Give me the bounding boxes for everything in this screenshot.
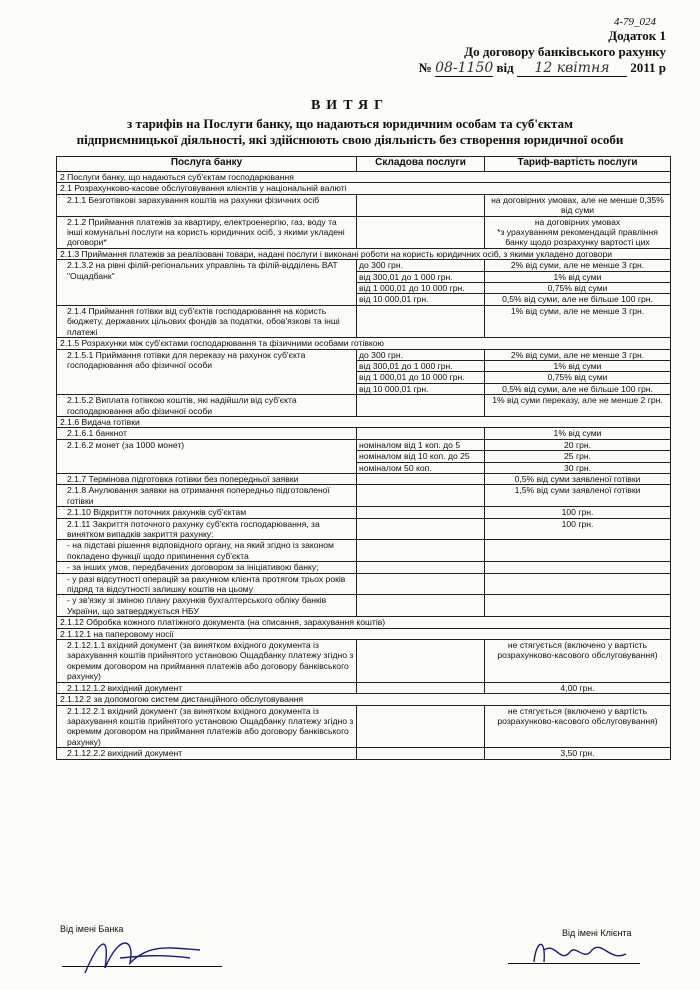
tariff-value: 3,50 грн.	[560, 748, 595, 759]
table-row	[57, 473, 671, 484]
table-row	[57, 416, 671, 427]
tariff-cell: 1% від суми	[485, 360, 671, 371]
service-cell: 2.1.12.2.1 вхідний документ (за винятком вхідного документа із зарахування коштів прийнятого установою Ощадбанку платежу згідно з окремим договором на приймання платежів або договору банківського рахунку)	[57, 705, 357, 748]
table-row	[57, 562, 671, 573]
section-cell: 2.1.5 Розрахунки між суб'єктами господарювання та фізичними особами готівкою	[57, 338, 671, 349]
table-row	[57, 507, 671, 518]
tariff-cell	[485, 705, 671, 748]
service-cell: - у зв'язку зі зміною плану рахунків бухгалтерського обліку банків України, що затверджується НБУ	[57, 595, 357, 617]
tariff-cell: 0,75% від суми	[485, 372, 671, 383]
service-cell: 2.1.8 Анулювання заявки на отримання попередньо підготовленої готівки	[57, 485, 357, 507]
service-cell: 2.1.1 Безготівкові зарахування коштів на рахунки фізичних осіб	[57, 194, 357, 216]
col-header-tariff: Тариф-вартість послуги	[485, 157, 671, 172]
component-cell	[357, 485, 485, 507]
service-cell: 2.1.10 Відкриття поточних рахунків суб'єктам	[57, 507, 357, 518]
table-row	[57, 595, 671, 617]
tariff-cell	[485, 473, 671, 484]
table-row	[57, 248, 671, 259]
contract-number: 08-1150	[435, 60, 494, 76]
component-cell	[357, 640, 485, 683]
tariff-cell	[485, 507, 671, 518]
component-cell	[357, 748, 485, 759]
section-cell: 2.1 Розрахунково-касове обслуговування клієнтів у національній валюті	[57, 183, 671, 194]
section-cell: 2.1.3 Приймання платежів за реалізовані товари, надані послуги і виконані роботи на користь юридичних осіб, з якими укладено договори	[57, 248, 671, 259]
component-cell	[357, 682, 485, 693]
service-cell: 2.1.11 Закриття поточного рахунку суб'єкта господарювання, за винятком випадків закриття рахунку:	[57, 518, 357, 540]
table-row	[57, 518, 671, 540]
table-row	[57, 216, 671, 248]
tariff-cell	[485, 540, 671, 562]
tariff-cell	[485, 194, 671, 216]
client-signature-label: Від імені Клієнта	[562, 928, 632, 938]
document-subtitle-2: підприємницької діяльності, які здійснюють свою діяльність без створення юридичної особи	[76, 132, 624, 147]
table-row	[57, 338, 671, 349]
table-row	[57, 428, 671, 439]
section-cell: 2.1.6 Видача готівки	[57, 416, 671, 427]
table-row	[57, 349, 671, 360]
tariffs-table-body	[57, 172, 671, 760]
component-cell: від 300,01 до 1 000 грн.	[357, 360, 485, 371]
component-cell	[357, 540, 485, 562]
tariff-cell	[485, 216, 671, 248]
contract-date: 12 квітня	[517, 60, 627, 77]
section-cell: 2.1.12 Обробка кожного платіжного документа (на списання, зарахування коштів)	[57, 617, 671, 628]
tariff-cell: 2% від суми, але не менше 3 грн.	[485, 349, 671, 360]
tariff-cell	[485, 395, 671, 417]
table-row	[57, 172, 671, 183]
tariff-cell	[485, 595, 671, 617]
document-number: 4-79_024	[613, 16, 656, 28]
table-row	[57, 395, 671, 417]
tariff-cell	[485, 485, 671, 507]
table-row	[57, 748, 671, 759]
component-cell: від 300,01 до 1 000 грн.	[357, 271, 485, 282]
tariff-value: не стягується (включено у вартість розрахунково-касового обслуговування)	[497, 705, 658, 726]
service-cell: - на підставі рішення відповідного органу, на який згідно із законом покладено функції щодо припинення суб'єкта	[57, 540, 357, 562]
service-cell: 2.1.12.1.1 вхідний документ (за винятком вхідного документа із зарахування коштів прийнятого установою Ощадбанку платежу згідно з окремим договором на приймання платежів або договору банківського рахунку)	[57, 640, 357, 683]
table-row	[57, 485, 671, 507]
table-row	[57, 640, 671, 683]
component-cell	[357, 573, 485, 595]
component-cell	[357, 194, 485, 216]
table-row	[57, 260, 671, 271]
tariff-note: *з урахуванням рекомендацій правління банку щодо розрахунку вартості цих	[497, 227, 658, 248]
component-cell: номіналом від 1 коп. до 5	[357, 439, 485, 450]
from-word: від	[496, 60, 514, 75]
service-cell: 2.1.5.2 Виплата готівкою коштів, які надійшли від суб'єкта господарювання або фізичної особи	[57, 395, 357, 417]
component-cell	[357, 595, 485, 617]
col-header-service: Послуга банку	[57, 157, 357, 172]
table-row	[57, 540, 671, 562]
component-cell: від 10 000,01 грн.	[357, 294, 485, 305]
tariff-cell: 0,75% від суми	[485, 283, 671, 294]
tariff-cell: 25 грн.	[485, 451, 671, 462]
table-row	[57, 694, 671, 705]
table-row	[57, 305, 671, 337]
component-cell: до 300 грн.	[357, 349, 485, 360]
tariff-cell	[485, 640, 671, 683]
service-cell: - за інших умов, передбачених договором за ініціативою банку;	[57, 562, 357, 573]
service-cell: 2.1.7 Термінова підготовка готівки без попередньої заявки	[57, 473, 357, 484]
section-cell: 2.1.12.2 за допомогою систем дистанційного обслуговування	[57, 694, 671, 705]
contract-year: 2011 р	[630, 60, 666, 75]
tariff-cell	[485, 748, 671, 759]
tariff-cell	[485, 518, 671, 540]
table-header-row	[57, 157, 671, 172]
document-title: ВИТЯГ	[310, 98, 390, 113]
tariff-value: 100 грн.	[561, 518, 594, 529]
component-cell	[357, 473, 485, 484]
document-subtitle-1: з тарифів на Послуги банку, що надаються юридичним особам та суб'єктам	[127, 116, 573, 131]
component-cell	[357, 518, 485, 540]
tariff-value: 0,5% від суми заявленої готівки	[514, 473, 641, 484]
tariff-cell	[485, 562, 671, 573]
tariff-cell: 30 грн.	[485, 462, 671, 473]
table-row	[57, 682, 671, 693]
tariff-cell: 0,5% від суми, але не більше 100 грн.	[485, 383, 671, 394]
tariff-cell: 1% від суми	[485, 271, 671, 282]
component-cell	[357, 428, 485, 439]
contract-number-line	[419, 60, 666, 77]
table-row	[57, 628, 671, 639]
component-cell: від 1 000,01 до 10 000 грн.	[357, 372, 485, 383]
tariff-value: на договірних умовах, але не менше 0,35% від суми	[491, 194, 664, 216]
table-row	[57, 705, 671, 748]
tariff-value: 1,5% від суми заявленої готівки	[514, 485, 641, 496]
section-cell: 2 Послуги банку, що надаються суб'єктам господарювання	[57, 172, 671, 183]
tariff-cell: 20 грн.	[485, 439, 671, 450]
tariff-value: 1% від суми переказу, але не менше 2 грн.	[492, 395, 663, 406]
tariff-cell	[485, 682, 671, 693]
service-cell: 2.1.6.2 монет (за 1000 монет)	[57, 439, 357, 473]
number-prefix: №	[418, 60, 432, 75]
tariff-value: 1% від суми	[553, 428, 602, 439]
component-cell: від 10 000,01 грн.	[357, 383, 485, 394]
component-cell	[357, 305, 485, 337]
client-signature-icon	[526, 932, 636, 972]
col-header-component: Складова послуги	[357, 157, 485, 172]
component-cell: номіналом 50 коп.	[357, 462, 485, 473]
table-row	[57, 573, 671, 595]
tariff-cell	[485, 573, 671, 595]
component-cell	[357, 705, 485, 748]
service-cell: 2.1.6.1 банкнот	[57, 428, 357, 439]
contract-label: До договору банківського рахунку	[464, 44, 666, 59]
service-cell: 2.1.12.1.2 вихідний документ	[57, 682, 357, 693]
service-cell: 2.1.4 Приймання готівки від суб'єктів господарювання на користь бюджету, державних цільових фондів за податки, обов'язкові та інші платежі	[57, 305, 357, 337]
component-cell: до 300 грн.	[357, 260, 485, 271]
bank-signature-icon	[80, 928, 210, 978]
table-row	[57, 617, 671, 628]
service-cell: 2.1.2 Приймання платежів за квартиру, електроенергію, газ, воду та інші комунальні послуги на користь юридичних осіб, з якими укладені договори*	[57, 216, 357, 248]
bank-signature-label: Від імені Банка	[60, 924, 124, 934]
tariff-cell: 0,5% від суми, але не більше 100 грн.	[485, 294, 671, 305]
service-cell: 2.1.5.1 Приймання готівки для переказу на рахунок суб'єкта господарювання або фізичної особи	[57, 349, 357, 395]
service-cell: - у разі відсутності операцій за рахунком клієнта протягом трьох років підряд та відсутності залишку коштів на цьому	[57, 573, 357, 595]
service-cell: 2.1.12.2.2 вихідний документ	[57, 748, 357, 759]
table-row	[57, 194, 671, 216]
component-cell	[357, 562, 485, 573]
component-cell	[357, 507, 485, 518]
service-cell: 2.1.3.2 на рівні філій-регіональних управлінь та філій-відділень ВАТ "Ощадбанк"	[57, 260, 357, 306]
tariff-value: 4,00 грн.	[560, 682, 595, 693]
table-row	[57, 183, 671, 194]
tariff-value: 1% від суми, але не менше 3 грн.	[510, 305, 645, 316]
annex-label: Додаток 1	[608, 28, 666, 43]
tariff-cell: 2% від суми, але не менше 3 грн.	[485, 260, 671, 271]
component-cell: номіналом від 10 коп. до 25	[357, 451, 485, 462]
tariffs-table	[56, 156, 671, 760]
component-cell	[357, 395, 485, 417]
tariff-cell	[485, 305, 671, 337]
table-row	[57, 439, 671, 450]
tariff-value: 100 грн.	[561, 507, 594, 518]
tariff-value: не стягується (включено у вартість розрахунково-касового обслуговування)	[497, 640, 658, 661]
component-cell: від 1 000,01 до 10 000 грн.	[357, 283, 485, 294]
section-cell: 2.1.12.1 на паперовому носії	[57, 628, 671, 639]
component-cell	[357, 216, 485, 248]
tariff-value: на договірних умовах	[534, 216, 621, 227]
tariff-cell	[485, 428, 671, 439]
